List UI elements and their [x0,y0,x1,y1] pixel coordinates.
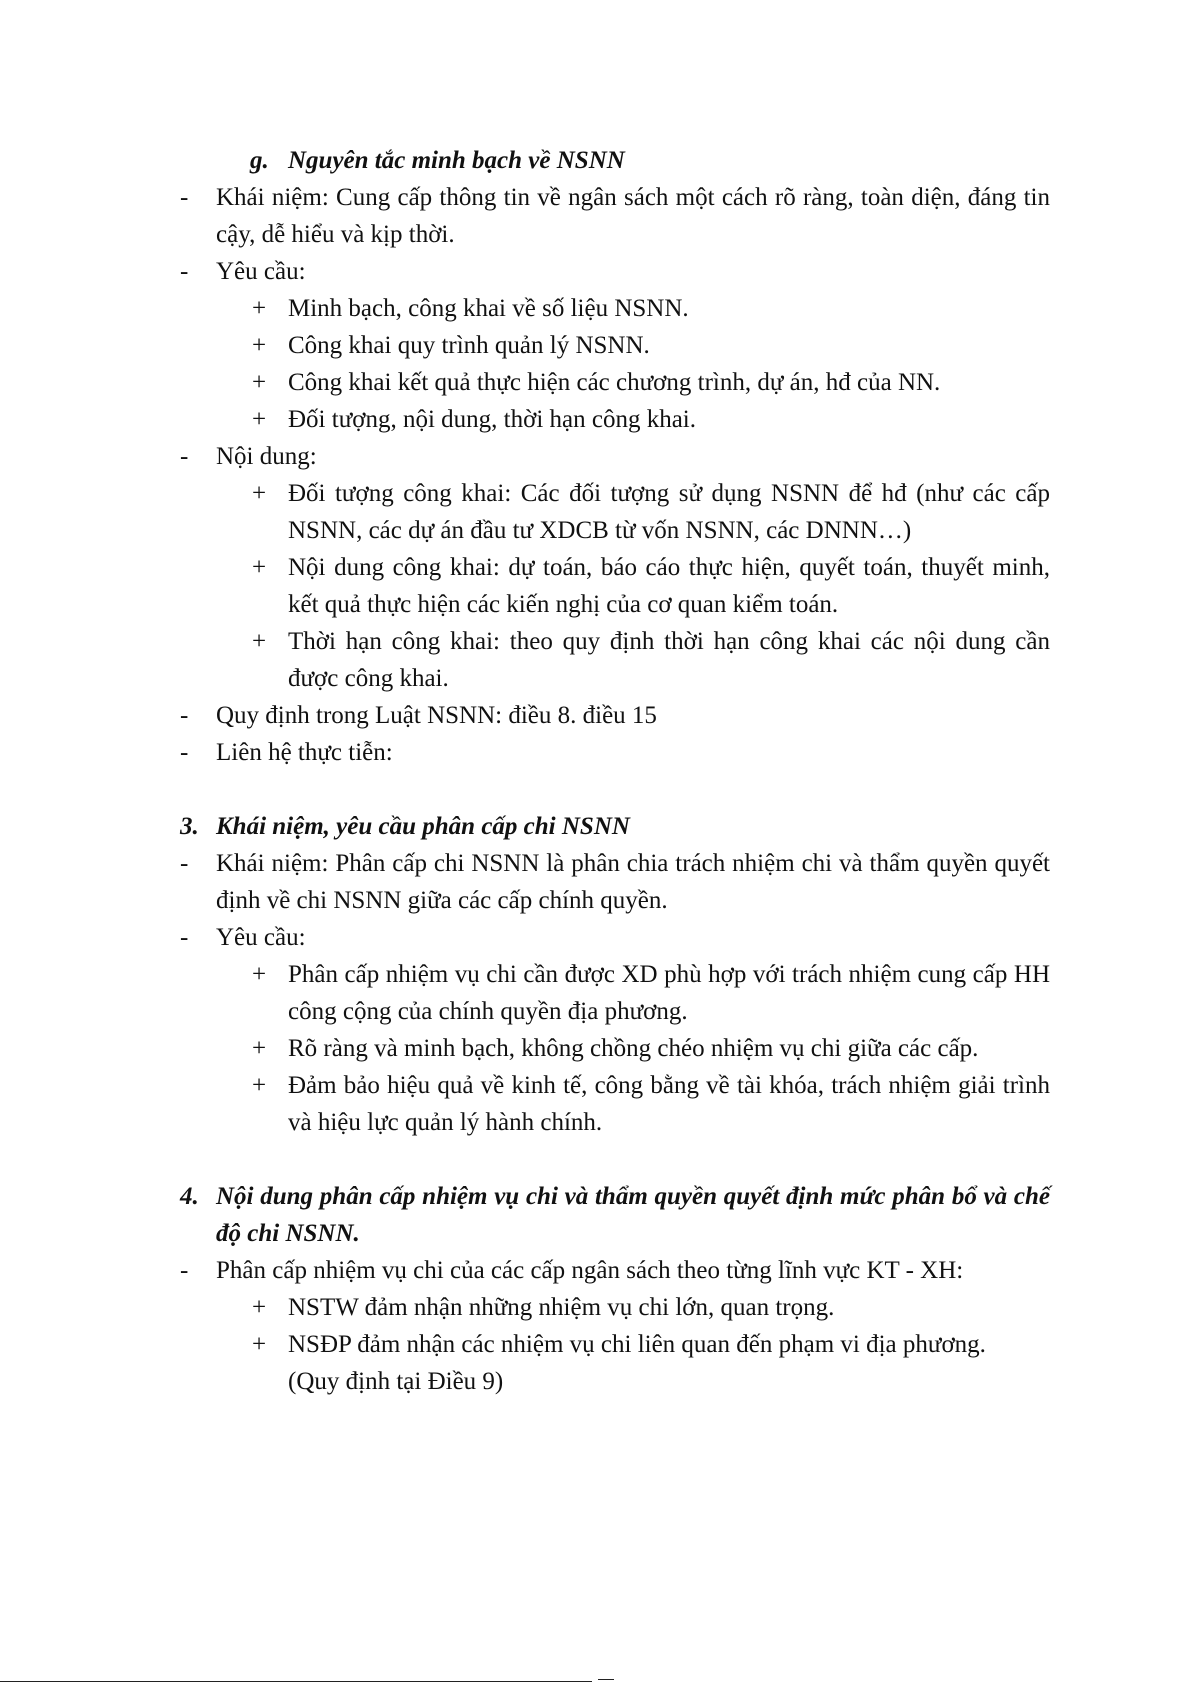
content-label: Nội dung: [216,443,317,470]
allocation-subtext: NSĐP đảm nhận các nhiệm vụ chi liên quan đến phạm vi địa phương. [288,1331,986,1358]
requirement-text: Đảm bảo hiệu quả về kinh tế, công bằng về tài khóa, trách nhiệm giải trình và hiệu lực quản lý hành chính. [288,1072,1050,1136]
concept-text: Khái niệm: Cung cấp thông tin về ngân sách một cách rõ ràng, toàn diện, đáng tin cậy, dễ hiểu và kịp thời. [216,184,1050,248]
requirement-text: Minh bạch, công khai về số liệu NSNN. [288,295,689,322]
plus-marker: + [252,961,267,988]
content-subitem [180,623,1050,697]
plus-marker: + [252,480,267,507]
practice-text: Liên hệ thực tiễn: [216,739,393,766]
content-text: Thời hạn công khai: theo quy định thời hạn công khai các nội dung cần được công khai. [288,628,1050,692]
content-item [180,438,1050,475]
dash-marker: - [180,443,189,470]
plus-marker: + [252,554,267,581]
requirement-subitem [180,1030,1050,1067]
requirement-subitem [180,327,1050,364]
content-subitem [180,475,1050,549]
spacer [180,1141,1050,1178]
dash-marker: - [180,184,189,211]
plus-marker: + [252,369,267,396]
dash-marker: - [180,739,189,766]
requirement-text: Công khai kết quả thực hiện các chương trình, dự án, hđ của NN. [288,369,941,396]
concept-item [180,179,1050,253]
section-4-title: Nội dung phân cấp nhiệm vụ chi và thẩm quyền quyết định mức phân bổ và chế độ chi NSNN. [216,1183,1050,1247]
spacer [180,771,1050,808]
section-4-heading [180,1178,1050,1252]
content-text: Nội dung công khai: dự toán, báo cáo thực hiện, quyết toán, thuyết minh, kết quả thực hiện các kiến nghị của cơ quan kiểm toán. [288,554,1050,618]
plus-marker: + [252,332,267,359]
plus-marker: + [252,1072,267,1099]
allocation-subtext: NSTW đảm nhận những nhiệm vụ chi lớn, quan trọng. [288,1294,835,1321]
dash-marker: - [180,1257,189,1284]
section-3-heading [180,808,1050,845]
plus-marker: + [252,1035,267,1062]
requirements-item [180,253,1050,290]
content-text: Đối tượng công khai: Các đối tượng sử dụng NSNN để hđ (như các cấp NSNN, các dự án đầu tư XDCB từ vốn NSNN, các DNNN…) [288,480,1050,544]
requirement-subitem [180,401,1050,438]
practice-item [180,734,1050,771]
regulation-note: (Quy định tại Điều 9) [288,1368,504,1395]
document-body [180,142,1050,1400]
requirement-text: Đối tượng, nội dung, thời hạn công khai. [288,406,697,433]
allocation-text: Phân cấp nhiệm vụ chi của các cấp ngân sách theo từng lĩnh vực KT - XH: [216,1257,964,1284]
requirement-subitem [180,956,1050,1030]
requirement-subitem [180,364,1050,401]
requirement-text: Rõ ràng và minh bạch, không chồng chéo nhiệm vụ chi giữa các cấp. [288,1035,979,1062]
section-4-number: 4. [180,1183,199,1210]
requirement-subitem [180,290,1050,327]
section-g-title: Nguyên tắc minh bạch về NSNN [288,147,625,174]
requirements-label: Yêu cầu: [216,258,306,285]
dash-marker: - [180,258,189,285]
section-3-title: Khái niệm, yêu cầu phân cấp chi NSNN [216,813,630,840]
dash-marker: - [180,702,189,729]
requirement-text: Phân cấp nhiệm vụ chi cần được XD phù hợp với trách nhiệm cung cấp HH công cộng của chính quyền địa phương. [288,961,1050,1025]
plus-marker: + [252,1294,267,1321]
plus-marker: + [252,1331,267,1358]
requirement-subitem [180,1067,1050,1141]
dash-marker: - [180,850,189,877]
allocation-item [180,1252,1050,1289]
requirement-text: Công khai quy trình quản lý NSNN. [288,332,650,359]
content-subitem [180,549,1050,623]
requirements-item [180,919,1050,956]
plus-marker: + [252,295,267,322]
requirements-label: Yêu cầu: [216,924,306,951]
concept-item [180,845,1050,919]
concept-text: Khái niệm: Phân cấp chi NSNN là phân chia trách nhiệm chi và thẩm quyền quyết định về chi NSNN giữa các cấp chính quyền. [216,850,1050,914]
law-text: Quy định trong Luật NSNN: điều 8. điều 15 [216,702,657,729]
plus-marker: + [252,406,267,433]
allocation-subitem [180,1289,1050,1326]
section-g-number: g. [250,147,269,174]
dash-marker: - [180,924,189,951]
footer-tick [598,1679,614,1680]
allocation-subitem [180,1326,1050,1363]
plus-marker: + [252,628,267,655]
section-3-number: 3. [180,813,199,840]
footer-rule [0,1681,592,1682]
law-item [180,697,1050,734]
section-g-heading [180,142,1050,179]
